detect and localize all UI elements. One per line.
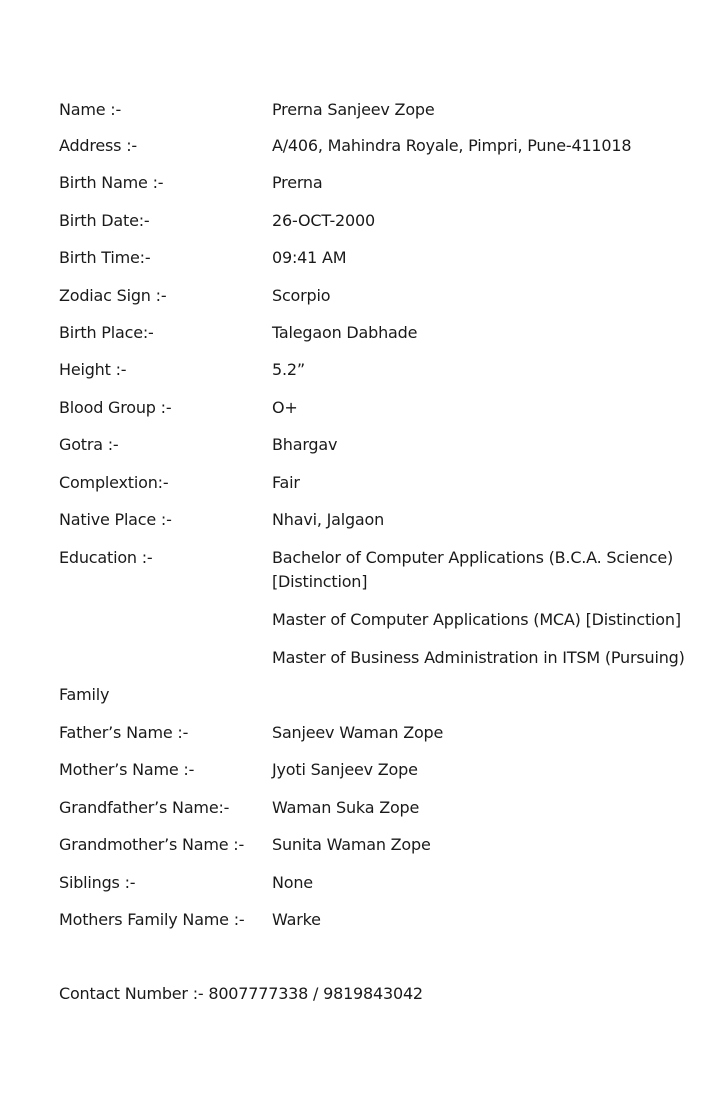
contact-number: Contact Number :- 8007777338 / 9819843042 <box>59 984 423 1003</box>
grandmother-label: Grandmother’s Name :- <box>59 835 245 854</box>
grandmother-value: Sunita Waman Zope <box>272 835 431 854</box>
mothers-family-label: Mothers Family Name :- <box>59 910 245 929</box>
birth-time-label: Birth Time:- <box>59 248 151 267</box>
height-label: Height :- <box>59 360 127 379</box>
birth-date-label: Birth Date:- <box>59 211 150 230</box>
mother-value: Jyoti Sanjeev Zope <box>272 760 418 779</box>
father-label: Father’s Name :- <box>59 723 189 742</box>
education-item: Master of Computer Applications (MCA) [Distinction] <box>272 610 681 629</box>
address-label: Address :- <box>59 136 137 155</box>
family-heading: Family <box>59 685 110 704</box>
siblings-value: None <box>272 873 313 892</box>
blood-group-label: Blood Group :- <box>59 398 172 417</box>
siblings-label: Siblings :- <box>59 873 136 892</box>
birth-name-label: Birth Name :- <box>59 173 164 192</box>
gotra-value: Bhargav <box>272 435 338 454</box>
blood-group-value: O+ <box>272 398 298 417</box>
zodiac-value: Scorpio <box>272 286 331 305</box>
complexion-label: Complextion:- <box>59 473 169 492</box>
zodiac-label: Zodiac Sign :- <box>59 286 167 305</box>
father-value: Sanjeev Waman Zope <box>272 723 444 742</box>
birth-date-value: 26-OCT-2000 <box>272 211 375 230</box>
education-item: Master of Business Administration in ITSM (Pursuing) <box>272 648 685 667</box>
address-value: A/406, Mahindra Royale, Pimpri, Pune-411018 <box>272 136 632 155</box>
birth-place-label: Birth Place:- <box>59 323 154 342</box>
gotra-label: Gotra :- <box>59 435 119 454</box>
grandfather-value: Waman Suka Zope <box>272 798 420 817</box>
mothers-family-value: Warke <box>272 910 321 929</box>
native-place-label: Native Place :- <box>59 510 172 529</box>
birth-name-value: Prerna <box>272 173 323 192</box>
name-value: Prerna Sanjeev Zope <box>272 100 435 119</box>
name-label: Name :- <box>59 100 122 119</box>
education-label: Education :- <box>59 548 153 567</box>
birth-place-value: Talegaon Dabhade <box>272 323 418 342</box>
height-value: 5.2” <box>272 360 305 379</box>
mother-label: Mother’s Name :- <box>59 760 195 779</box>
education-item: Bachelor of Computer Applications (B.C.A. Science) [Distinction] <box>272 548 674 591</box>
native-place-value: Nhavi, Jalgaon <box>272 510 385 529</box>
complexion-value: Fair <box>272 473 300 492</box>
grandfather-label: Grandfather’s Name:- <box>59 798 230 817</box>
birth-time-value: 09:41 AM <box>272 248 347 267</box>
